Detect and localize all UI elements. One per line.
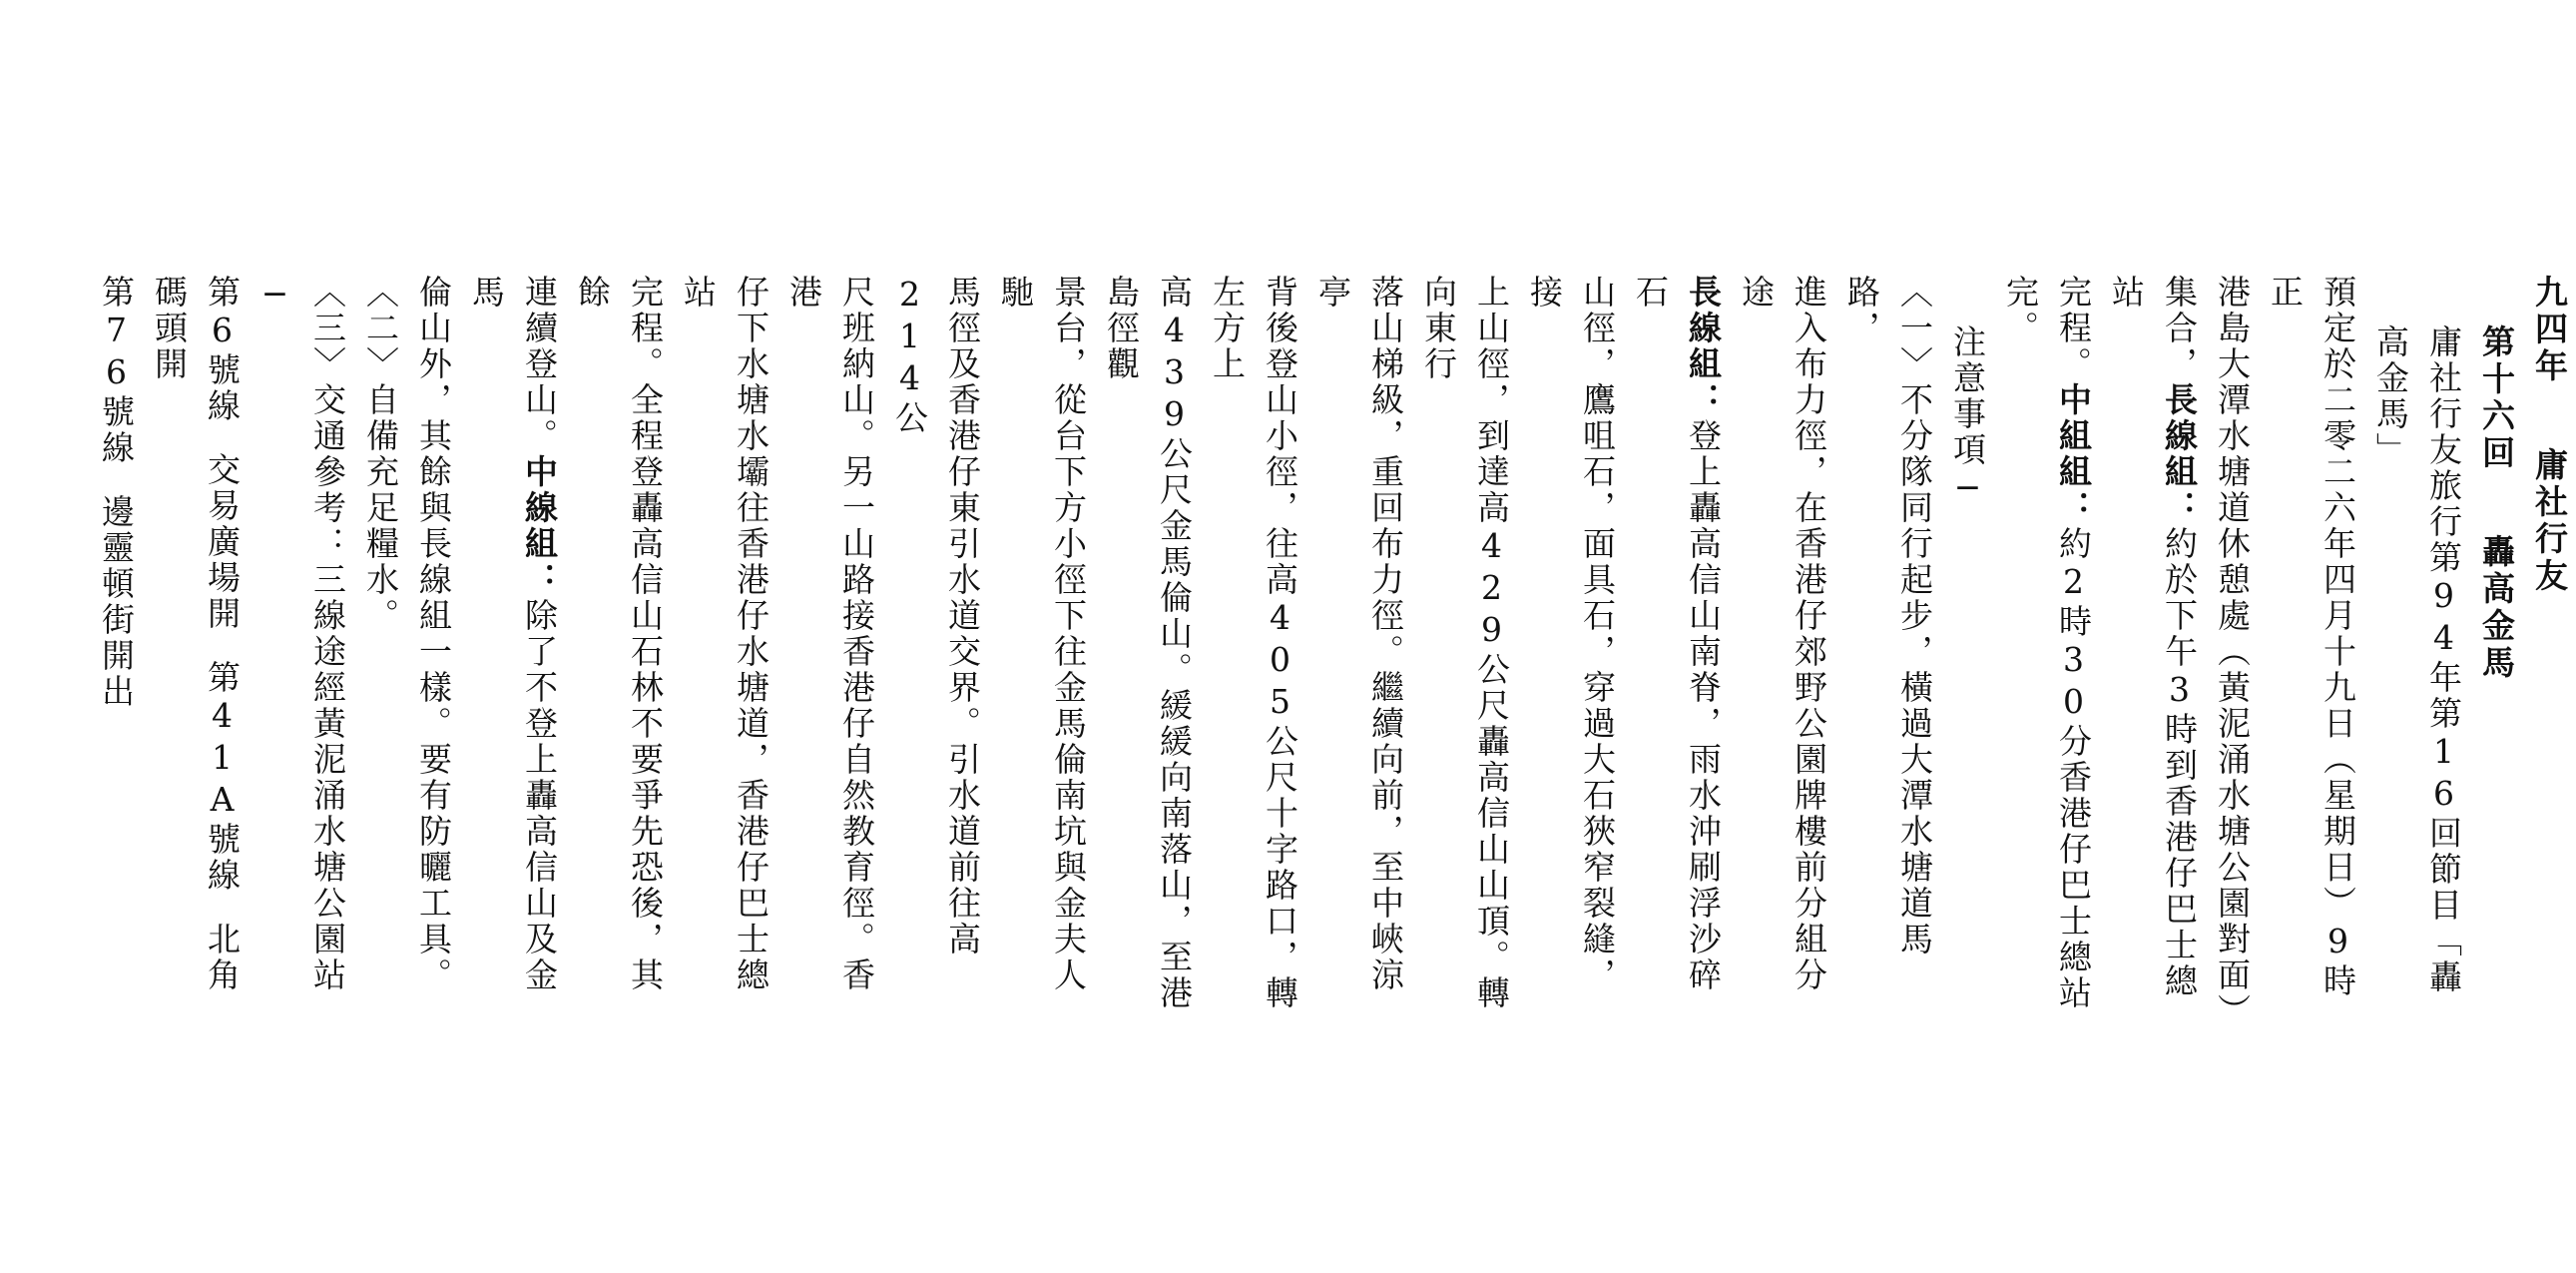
notes-heading: 注意事項─ xyxy=(1948,324,1987,510)
transport-line-1 xyxy=(143,275,249,1013)
note-item-1-line-15: 倫山外，其餘與長線組一樣。要有防曬工具。 xyxy=(414,275,453,993)
note-item-1-line-7: 背後登山小徑，往高405公尺十字路口，轉左方上 xyxy=(1208,275,1299,1011)
note-item-1-line-6: 落山梯級，重回布力徑。繼續向前，至中峽涼亭 xyxy=(1313,275,1405,993)
title-club: 庸社行友 xyxy=(2530,447,2569,595)
intro-line-2: 預定於二零二六年四月十九日（星期日）9時正 xyxy=(2266,275,2357,999)
transport-line-2 xyxy=(90,275,143,1013)
intro-line-1: 庸社行友旅行第94年第16回節目「轟高金馬」 xyxy=(2371,324,2463,995)
note-item-1-line-12: 仔下水塘水壩往香港仔水塘道，香港仔巴士總站 xyxy=(679,275,771,993)
bus-route-76: 第76號線 xyxy=(97,275,136,466)
bus-route-41a-origin: 北角碼頭開 xyxy=(150,275,242,993)
note-item-1-line-2: 進入布力徑，在香港仔郊野公園牌樓前分組分途 xyxy=(1737,275,1828,993)
note-item-1-line-9: 景台，從台下方小徑下往金馬倫南坑與金夫人馳 xyxy=(996,275,1088,993)
mid-route-label-2: 中線組： xyxy=(520,454,559,598)
bus-route-41a: 第41A號線 xyxy=(203,660,242,894)
intro-line-5: 完程。中組組：約2時30分香港仔巴士總站完。 xyxy=(2001,275,2093,1011)
bus-route-6: 第6號線 xyxy=(203,275,242,424)
title-line-2 xyxy=(2470,275,2523,1013)
mid-route-label: 中組組： xyxy=(2054,382,2093,526)
bus-route-6-origin: 交易廣場開 xyxy=(203,452,242,632)
note-item-1-line-5: 上山徑，到達高429公尺轟高信山山頂。轉向東行 xyxy=(1419,275,1511,1011)
note-item-1-line-8: 高439公尺金馬倫山。緩緩向南落山，至港島徑觀 xyxy=(1102,275,1194,1011)
title-route: 轟高金馬 xyxy=(2477,534,2516,682)
title-round: 第十六回 xyxy=(2477,324,2516,472)
note-item-1-line-1: 〈一〉不分隊同行起步，橫過大潭水塘道馬路， xyxy=(1842,275,1934,957)
note-item-1-line-4: 山徑，鷹咀石，面具石，穿過大石狹窄裂縫，接 xyxy=(1525,275,1617,993)
note-item-1-line-10: 馬徑及香港仔東引水道交界。引水道前往高214公 xyxy=(890,275,982,957)
note-item-1-line-3: 長線組：登上轟高信山南脊，雨水沖刷浮沙碎石 xyxy=(1631,275,1723,993)
title-year: 九四年 xyxy=(2530,275,2569,385)
vertical-text-body xyxy=(90,275,2576,1029)
long-route-label: 長線組： xyxy=(2160,382,2199,526)
title-line-1 xyxy=(2523,275,2576,1013)
long-route-label-2: 長線組： xyxy=(1684,275,1723,418)
note-item-1-line-14: 連續登山。中線組：除了不登上轟高信山及金馬 xyxy=(467,275,559,993)
note-item-1-line-11: 尺班納山。另一山路接香港仔自然教育徑。香港 xyxy=(784,275,876,993)
intro-line-4: 集合，長線組：約於下午3時到香港仔巴士總站 xyxy=(2107,275,2199,999)
note-item-3: 〈三〉交通參考：三線途經黃泥涌水塘公園站─ xyxy=(256,275,347,993)
note-item-1-line-13: 完程。全程登轟高信山石林不要爭先恐後，其餘 xyxy=(573,275,665,993)
bus-route-76-origin: 邊靈頓街開出 xyxy=(97,494,136,710)
note-item-2: 〈二〉自備充足糧水。 xyxy=(361,275,400,634)
intro-line-3: 港島大潭水塘道休憩處（黃泥涌水塘公園對面） xyxy=(2213,275,2252,1029)
document-page xyxy=(90,275,2569,1029)
